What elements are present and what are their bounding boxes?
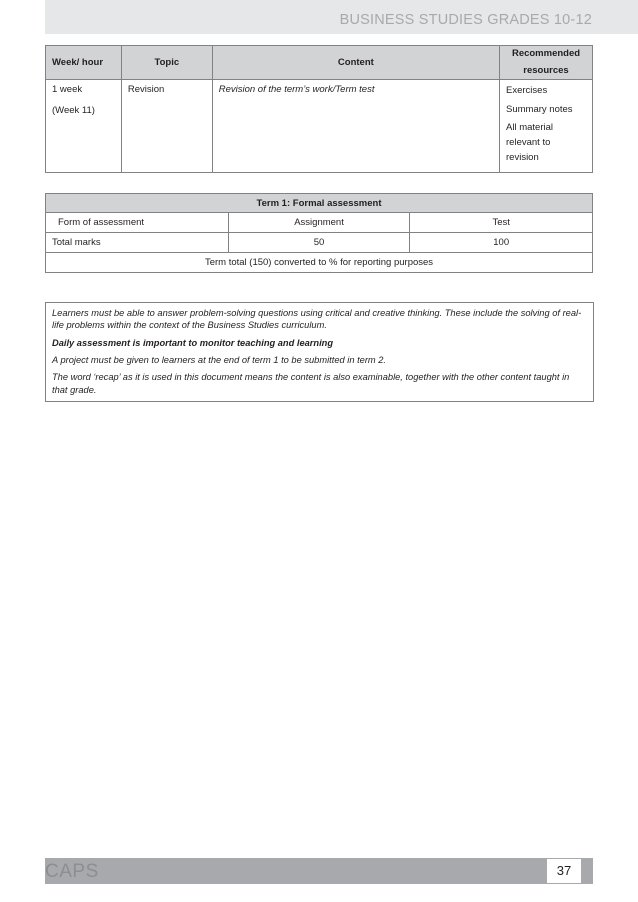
- cell-resources: [500, 80, 593, 173]
- resource-material-2: relevant to: [506, 137, 551, 149]
- formal-assessment-table: [45, 193, 593, 273]
- cell-topic: [121, 80, 212, 173]
- table-row: [46, 80, 593, 173]
- header-week-hour: Week/ hour: [46, 46, 122, 80]
- term-total-text: Term total (150) converted to % for reporting purposes: [46, 253, 593, 273]
- note-project: A project must be given to learners at the end of term 1 to be submitted in term 2.: [52, 355, 386, 366]
- resource-exercises: Exercises: [506, 85, 548, 96]
- col-test: Test: [410, 213, 593, 233]
- resource-material-3: revision: [506, 151, 539, 163]
- header-resources: [500, 46, 593, 80]
- note-recap: The word ‘recap’ as it is used in this document means the content is also examinable, together with the other content taught in that grade.: [52, 372, 570, 395]
- marks-label: Total marks: [46, 233, 229, 253]
- page-number: 37: [547, 859, 581, 883]
- col-assignment: Assignment: [228, 213, 410, 233]
- header-resources-line1: Recommended: [511, 48, 581, 60]
- notes-box: [45, 302, 594, 402]
- cell-week: [46, 80, 122, 173]
- header-resources-line2: resources: [523, 64, 569, 76]
- week-text: 1 week: [52, 84, 83, 95]
- week-number: (Week 11): [52, 105, 95, 117]
- header-topic: Topic: [121, 46, 212, 80]
- content-text: Revision of the term’s work/Term test: [218, 84, 375, 95]
- topic-text: Revision: [127, 84, 165, 95]
- cell-content: [212, 80, 499, 173]
- assessment-title: Term 1: Formal assessment: [46, 194, 593, 213]
- marks-test: 100: [410, 233, 593, 253]
- assessment-title-row: [46, 194, 593, 213]
- weekly-plan-table: [45, 45, 593, 173]
- footer-band: [45, 858, 593, 884]
- marks-assignment: 50: [228, 233, 410, 253]
- term-total-row: [46, 253, 593, 273]
- note-problem-solving: Learners must be able to answer problem-solving questions using critical and creative thinking. These include the solving of real-life problems within the context of the Business Studies curriculum.: [52, 308, 582, 331]
- resource-summary: Summary notes: [506, 103, 573, 115]
- assessment-columns-row: [46, 213, 593, 233]
- footer-caps-label: CAPS: [45, 861, 99, 882]
- marks-row: [46, 233, 593, 253]
- resource-material-1: All material: [506, 122, 554, 134]
- document-title: BUSINESS STUDIES GRADES 10-12: [339, 12, 592, 28]
- table-header-row: [46, 46, 593, 80]
- col-form: Form of assessment: [46, 213, 229, 233]
- header-content: Content: [212, 46, 499, 80]
- note-daily-assessment: Daily assessment is important to monitor teaching and learning: [52, 337, 334, 348]
